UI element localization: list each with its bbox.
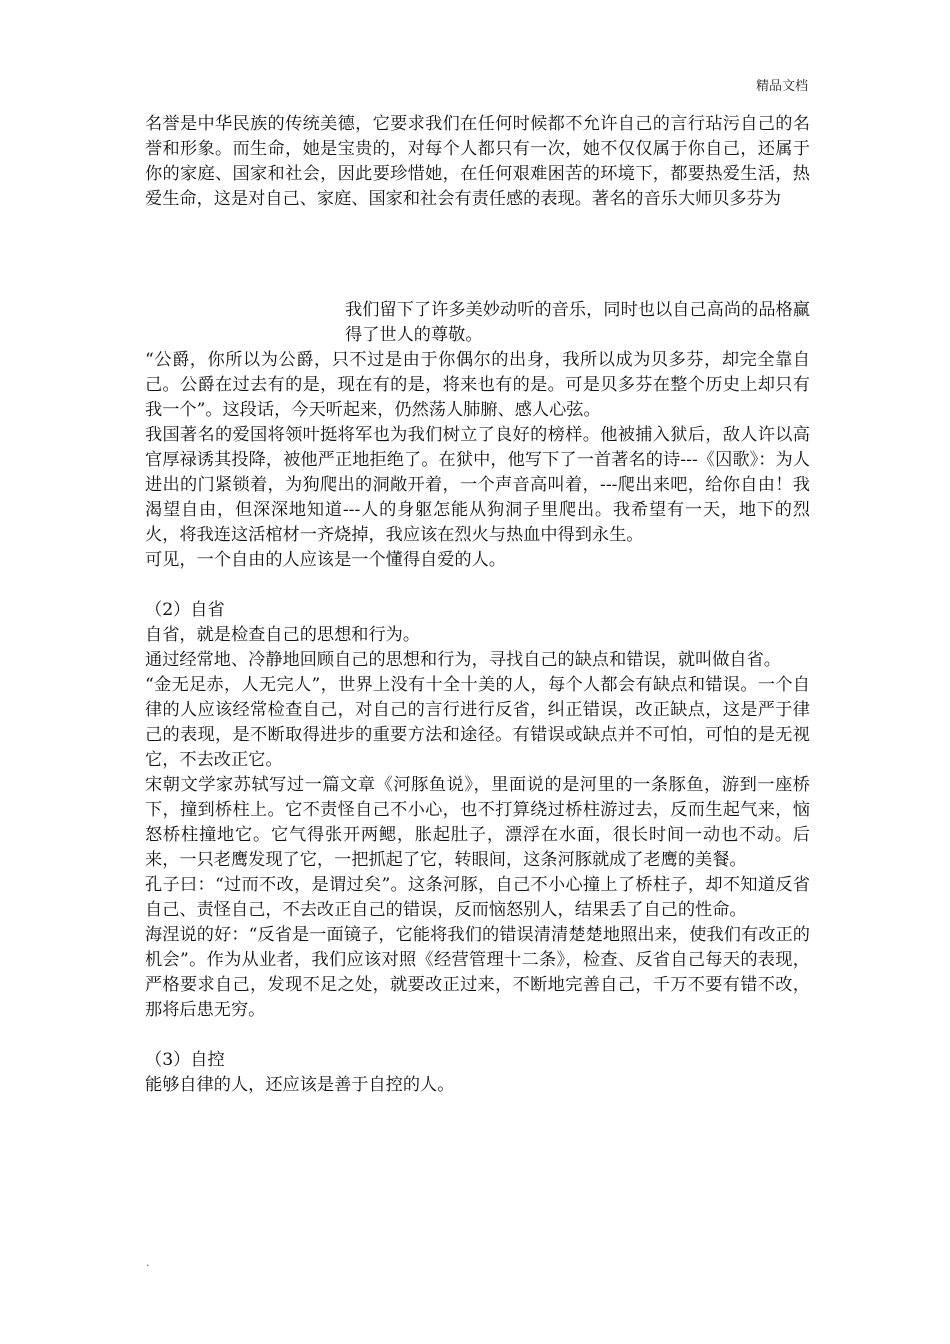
section-heading: （3）自控 bbox=[145, 1050, 225, 1070]
paragraph: 我们留下了许多美妙动听的音乐，同时也以自己高尚的品格赢得了世人的尊敬。 bbox=[345, 300, 810, 345]
page-header-label: 精品文档 bbox=[755, 79, 808, 94]
paragraph: 通过经常地、冷静地回顾自己的思想和行为，寻找自己的缺点和错误，就叫做自省。 bbox=[145, 650, 781, 670]
footer-mark: . bbox=[146, 1256, 150, 1269]
paragraph: “公爵，你所以为公爵，只不过是由于你偶尔的出身，我所以成为贝多芬，却完全靠自己。公爵在过去有的是，现在有的是，将来也有的是。可是贝多芬在整个历史上却只有我一个”。这段话，今天听起来，仍然荡人肺腑、感人心弦。 bbox=[145, 350, 810, 420]
blank-line bbox=[145, 573, 810, 598]
paragraph: 海涅说的好：“反省是一面镜子，它能将我们的错误清清楚楚地照出来，使我们有改正的机会”。作为从业者，我们应该对照《经营管理十二条》，检查、反省自己每天的表现，严格要求自己，发现不足之处，就要改正过来，不断地完善自己，千万不要有错不改，那将后患无穷。 bbox=[145, 925, 810, 1020]
paragraph: 能够自律的人，还应该是善于自控的人。 bbox=[145, 1075, 455, 1095]
paragraph: 可见，一个自由的人应该是一个懂得自爱的人。 bbox=[145, 550, 506, 570]
paragraph: 我国著名的爱国将领叶挺将军也为我们树立了良好的榜样。他被捕入狱后，敌人许以高官厚禄诱其投降，被他严正地拒绝了。在狱中，他写下了一首著名的诗---《囚歌》：为人进出的门紧锁着，为狗爬出的洞敞开着，一个声音高叫着，---爬出来吧，给你自由！我渴望自由，但深深地知道---人的身躯怎能从狗洞子里爬出。我希望有一天，地下的烈火，将我连这活棺材一齐烧掉，我应该在烈火与热血中得到永生。 bbox=[145, 425, 810, 545]
paragraph: 宋朝文学家苏轼写过一篇文章《河豚鱼说》，里面说的是河里的一条豚鱼，游到一座桥下，撞到桥柱上。它不责怪自己不小心，也不打算绕过桥柱游过去，反而生起气来，恼怒桥柱撞地它。它气得张开两鳃，胀起肚子，漂浮在水面，很长时间一动也不动。后来，一只老鹰发现了它，一把抓起了它，转眼间，这条河豚就成了老鹰的美餐。 bbox=[145, 775, 810, 870]
section-heading: （2）自省 bbox=[145, 600, 225, 620]
paragraph: 孔子曰：“过而不改，是谓过矣”。这条河豚，自己不小心撞上了桥柱子，却不知道反省自己、责怪自己，不去改正自己的错误，反而恼怒别人，结果丢了自己的性命。 bbox=[145, 875, 810, 920]
paragraph: “金无足赤，人无完人”，世界上没有十全十美的人，每个人都会有缺点和错误。一个自律的人应该经常检查自己，对自己的言行进行反省，纠正错误，改正缺点，这是严于律己的表现，是不断取得进步的重要方法和途径。有错误或缺点并不可怕，可怕的是无视它，不去改正它。 bbox=[145, 675, 810, 770]
blank-space bbox=[145, 212, 810, 298]
blank-line bbox=[145, 1023, 810, 1048]
paragraph: 自省，就是检查自己的思想和行为。 bbox=[145, 625, 421, 645]
paragraph: 名誉是中华民族的传统美德，它要求我们在任何时候都不允许自己的言行玷污自己的名誉和形象。而生命，她是宝贵的，对每个人都只有一次，她不仅仅属于你自己，还属于你的家庭、国家和社会，因此要珍惜她，在任何艰难困苦的环境下，都要热爱生活，热爱生命，这是对自己、家庭、国家和社会有责任感的表现。著名的音乐大师贝多芬为 bbox=[145, 114, 810, 209]
document-body bbox=[145, 112, 810, 1098]
